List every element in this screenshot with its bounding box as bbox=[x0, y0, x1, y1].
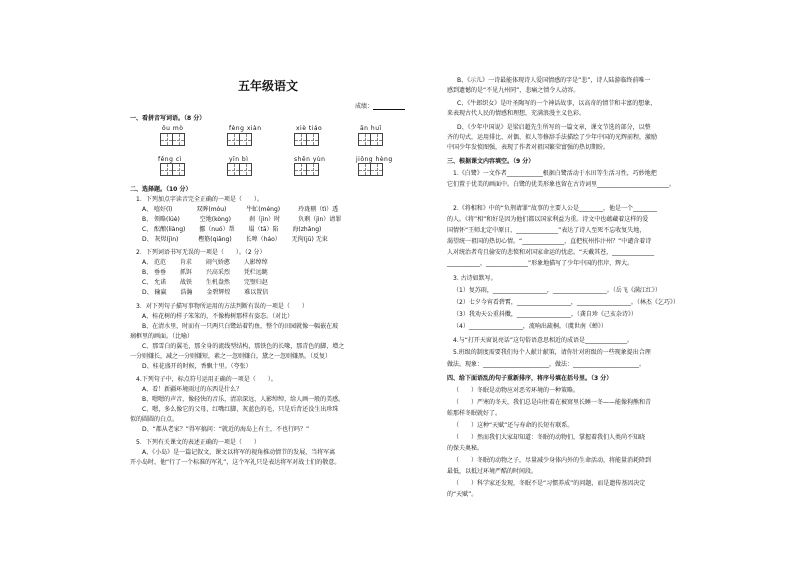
page-title: 五年级语文 bbox=[238, 79, 299, 93]
q4-option-c-cont: 似的圆圆的白点。 bbox=[130, 416, 179, 423]
order-4[interactable]: （ ）然而我们大家却知道：冬眠的动物们，掌握着我们人类尚不知晓 bbox=[453, 434, 646, 441]
pinyin-4: ān huī bbox=[360, 125, 382, 132]
section-1-heading: 一、看拼音写词语。（8 分） bbox=[130, 115, 206, 122]
char-grid-3[interactable] bbox=[294, 133, 318, 146]
poem-4[interactable]: （4）__________________，流响出疏桐。（虞世南《蝉》） bbox=[453, 323, 607, 330]
q3-option-a[interactable]: A、桂花树的样子笨笨的，不像梅树那样有姿态。（对比） bbox=[142, 313, 294, 320]
q4-option-b[interactable]: B、嗯嗯的声音，像轻快的音乐，清凉深远，人影绰绰，给人画一般的美感。 bbox=[142, 396, 345, 403]
pinyin-8: jiǒng hèng bbox=[356, 156, 393, 163]
q5-option-b-cont: 感到遗憾的是“不见九州同”，悲痛之情令人动容。 bbox=[447, 87, 580, 94]
section-2-heading: 二、选择题。（10 分） bbox=[130, 186, 192, 193]
char-grid-7[interactable] bbox=[294, 163, 318, 176]
char-grid-1[interactable] bbox=[160, 133, 184, 146]
q5-option-c-cont: 来表现古代人民的情感和理想，充满浪漫主义色彩。 bbox=[447, 110, 586, 117]
q5-option-a[interactable]: A、《小岛》是一篇记叙文，课文以将军的视角推动情节的发展，当将军离 bbox=[142, 449, 336, 456]
poem-2[interactable]: （2）七夕今宵看碧霄，__________________，__________________。（林杰《乞巧》） bbox=[453, 299, 679, 306]
q2-option-c[interactable]: C、 允诺 战铁 生机盎然 完璧归赵 bbox=[142, 279, 268, 286]
fill-5-line-2[interactable]: 做法。现象：______________________，做法：______________________。 bbox=[447, 361, 646, 368]
q2-option-d[interactable]: D、 输赢 浩瀚 金碧辉煌 难以置信 bbox=[142, 289, 269, 296]
pinyin-6: yīn bì bbox=[229, 156, 249, 163]
pinyin-5: fěng cì bbox=[158, 156, 182, 163]
q4-option-a[interactable]: A、看！新疆环境雨过的东西是什么？ bbox=[142, 386, 243, 393]
char-grid-4[interactable] bbox=[358, 133, 382, 146]
order-3[interactable]: （ ）这种“天赋”还与寿命的长短有联系。 bbox=[453, 422, 574, 429]
pinyin-2: fèng xiàn bbox=[229, 125, 262, 132]
section-4-heading: 四、给下面语乱的句子重新排序，将序号填在括号里。（3 分） bbox=[447, 375, 613, 382]
score-label: 成绩： bbox=[355, 103, 374, 110]
order-5-cont: 最低，以抵过环境严酷的时间段。 bbox=[447, 468, 538, 475]
score-field[interactable] bbox=[355, 101, 405, 110]
fill-4[interactable]: 4.与“打开天窗说亮话”这句俗语意思相近的成语是______________。 bbox=[453, 337, 633, 344]
poem-3[interactable]: （3）我劝天公重抖擞，__________________。（龚自珍《己亥杂诗》） bbox=[453, 311, 637, 318]
q2-stem: 2．下列词语书写无误的一项是（ ）。（2 分） bbox=[136, 249, 266, 256]
q1-option-c[interactable]: C、 酝酿(liàng) 挪（nuó）帮 塌（tā）陷 海(zhǎng) bbox=[142, 226, 334, 233]
order-2-cont: 蛙那样冬眠就好了。 bbox=[447, 410, 502, 417]
q5-option-b[interactable]: B、《示儿》一诗最能体现诗人爱国情感的字是“悲”，诗人陆游临终前唯一 bbox=[457, 77, 651, 84]
q4-option-d[interactable]: D、“都从老家？”得军搞问：“就近的海岛上有土，不也行吗？” bbox=[142, 426, 310, 433]
poem-1[interactable]: （1）复苏雨，__________________，__________________。（岳飞《满江红》） bbox=[453, 287, 661, 294]
fill-2-line-5[interactable]: 人对统治者苟且偷安的悲愤和对国家命运的忧虑。“天戴其苍，______________ bbox=[447, 249, 655, 256]
fill-2-line-4[interactable]: 渴望统一祖国的热切心情。“______________，直把杭州作汴州？”中谴含着诗 bbox=[447, 238, 652, 245]
fill-1-line-2[interactable]: 它们置于优美的画面中。白鹭的优美形象也留在古诗词里________________________。 bbox=[447, 181, 676, 188]
q2-option-a[interactable]: A、 范范 肯求 闹气娇憨 人影绰绰 bbox=[142, 259, 268, 266]
order-6-cont: 的“天赋”。 bbox=[447, 491, 478, 498]
q5-option-d-cont-2: 中国少年发愤图强，表现了作者对祖国繁荣富强的热切期盼。 bbox=[447, 144, 610, 151]
q5-option-c[interactable]: C、《牛郎织女》是叶圣陶写的一个神话故事，以高奇的情节和丰富的想象， bbox=[457, 100, 657, 107]
pinyin-3: xiè tiáo bbox=[296, 125, 323, 132]
q3-option-b[interactable]: B、在清水里，时而有一只两只白鹭站着钓鱼，整个的田园就像一幅嵌在玻 bbox=[142, 323, 339, 330]
order-1[interactable]: （ ）冬眠是动物应对恶劣环境的一种策略。 bbox=[453, 387, 580, 394]
q1-stem: 1．下列加点字读音完全正确的一项是（ ）。 bbox=[136, 196, 263, 203]
char-grid-8[interactable] bbox=[358, 163, 382, 176]
q5-stem: 5．下列有关课文的表述正确的一项是（ ） bbox=[136, 439, 260, 446]
order-6[interactable]: （ ）科学家还发现，冬眠不是“习惯养成”的问题，而是遗传基因决定 bbox=[453, 480, 646, 487]
fill-2-line-3[interactable]: 国情怀“王师北定中原日，______________”表达了诗人至死不忘收复失地， bbox=[447, 227, 646, 234]
q3-option-d[interactable]: D、桂花盛开的时候，香飘十里。（夸张） bbox=[142, 363, 252, 370]
q5-option-d-cont-1: 齐的句式，运用排比、对偶、拟人等修辞手法描绘了少年中国的光辉前程，激励 bbox=[447, 134, 658, 141]
score-blank[interactable] bbox=[373, 103, 405, 110]
order-2[interactable]: （ ）严寒的冬天，我们总是向往着在被窝里长睡一冬——能像狗熊和青 bbox=[453, 399, 652, 406]
order-4-cont: 的保夫奥秘。 bbox=[447, 445, 484, 452]
q3-stem: 3．对下列句子描写事物所运用的方法判断有误的一项是（ ） bbox=[136, 303, 308, 310]
char-grid-6[interactable] bbox=[227, 163, 251, 176]
pinyin-1: ǒu mò bbox=[162, 125, 184, 132]
order-5[interactable]: （ ）冬眠的动物之子，尽量减少身体内外的生命活动，将能量消耗降到 bbox=[453, 457, 652, 464]
q1-option-d[interactable]: D、 灰烬(jìn) 樫筋(qiāng) 长嗥（háo） 无拘(jū) 无束 bbox=[142, 236, 328, 243]
q5-option-d[interactable]: D、《少年中国说》是梁启超先生所写的一篇文章，课文节选的部分，以整 bbox=[457, 124, 651, 131]
q1-option-a[interactable]: A、 嘻好(ǐ) 双眸(móu) 牛虻(méng) 玲珑剔（tì）透 bbox=[142, 206, 339, 213]
q3-option-b-cont: 璃框里的画面。（比喻） bbox=[130, 333, 194, 340]
fill-1-line-1[interactable]: 1.《白鹭》一文作者____________根据白鹭活动于水田等生活习性，巧妙地把 bbox=[453, 170, 657, 177]
q1-option-b[interactable]: B、 领略(lüè) 空地(kòng) 刹（jìn）时 负剩（jìn）请罪 bbox=[142, 216, 342, 223]
section-3-heading: 三、根据课文内容填空。（9 分） bbox=[447, 158, 535, 165]
char-grid-2[interactable] bbox=[227, 133, 251, 146]
fill-2-line-2: 的人。《将”相”和好是因为他们都以国家利益为重。诗文中也蕴藏着这样的爱 bbox=[447, 216, 649, 223]
pinyin-7: shēn yùn bbox=[294, 156, 326, 163]
q3-option-c[interactable]: C、那雪白的翼毛，那全身的流线型结构，那铁色的长喙，那青色的脚，增之 bbox=[142, 343, 345, 350]
q2-option-b[interactable]: B、 垂垂 抓饵 兴高采烈 凭栏远眺 bbox=[142, 269, 268, 276]
char-grid-5[interactable] bbox=[160, 163, 184, 176]
q5-option-a-cont: 开小岛时，他“行了一个标准的军礼”，这个军礼只是表达将军对战士们的敬意。 bbox=[130, 459, 341, 466]
fill-3-heading: 3. 古诗如默写。 bbox=[453, 275, 497, 282]
q4-option-c[interactable]: C、嗯，多么像它的父母，红嘴红脚，灰蓝色的毛，只是后背还没生出珍珠 bbox=[142, 406, 339, 413]
fill-2-line-6[interactable]: ___________，______________”形象地描写了少年中国的伟岸、辉大。 bbox=[447, 260, 634, 267]
q4-stem: 4.下列句子中，标点符号运用正确的一项是（ ）。 bbox=[136, 376, 277, 383]
fill-2-line-1[interactable]: 2.《将相和》中的“负荆请罪”故事的主要人公是________，他是一个________ bbox=[453, 205, 657, 212]
fill-5-line-1: 5.班级的制度需要我们每个人献计献策，请你针对班级的一些现象提出合理 bbox=[453, 349, 651, 356]
q3-option-c-cont: 一分则嫌长，减之一分则嫌短，素之一忽则嫌白，黛之一忽则嫌黑。（反复） bbox=[130, 353, 332, 360]
